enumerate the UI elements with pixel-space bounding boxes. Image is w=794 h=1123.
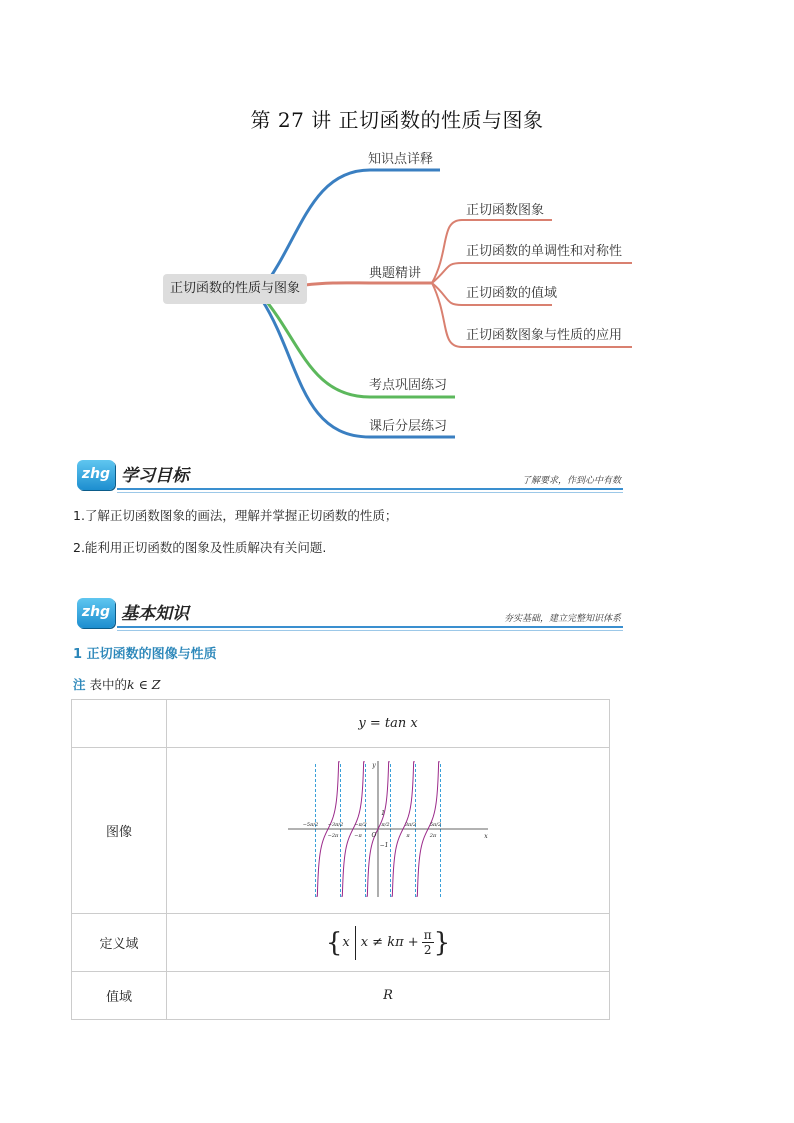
mindmap-branch-homework: 课后分层练习 xyxy=(369,419,448,434)
origin-label: O xyxy=(371,831,377,839)
mindmap-leaf: 正切函数图象与性质的应用 xyxy=(466,328,623,343)
note-text: 表中的 xyxy=(89,677,128,692)
row-label-domain: 定义域 xyxy=(72,914,167,972)
mindmap-branch-consolidate: 考点巩固练习 xyxy=(369,378,448,393)
goal-item: 1.了解正切函数图象的画法，理解并掌握正切函数的性质； xyxy=(73,508,398,523)
graph-cell xyxy=(167,748,610,914)
table-note xyxy=(73,675,160,693)
table-corner-cell xyxy=(72,700,167,748)
section-banner-basics xyxy=(73,596,623,632)
x-tick-label: 5π/2 xyxy=(429,821,442,828)
note-math: k ∈ Z xyxy=(127,677,161,692)
row-label-graph: 图像 xyxy=(72,748,167,914)
mindmap-leaf: 正切函数的单调性和对称性 xyxy=(466,244,623,259)
x-tick-label: −3π/2 xyxy=(327,821,344,828)
banner-title: 学习目标 xyxy=(121,466,189,486)
mindmap-root: 正切函数的性质与图象 xyxy=(163,274,307,304)
mindmap-leaf: 正切函数图象 xyxy=(466,203,545,218)
zhg-logo-icon: zhg xyxy=(77,460,115,490)
table-header-function: y = tan x xyxy=(167,700,610,748)
x-tick-label: −2π xyxy=(327,832,339,839)
banner-subtitle: 夯实基础，建立完整知识体系 xyxy=(503,614,621,624)
mindmap-leaf: 正切函数的值域 xyxy=(466,286,558,301)
goal-item: 2.能利用正切函数的图象及性质解决有关问题. xyxy=(73,540,327,555)
x-tick-label: π/2 xyxy=(381,821,390,828)
tan-graph xyxy=(283,759,493,899)
domain-value: { x x ≠ kπ + π 2 } xyxy=(167,914,610,972)
x-tick-label: 2π xyxy=(429,832,437,839)
section-banner-goals xyxy=(73,458,623,494)
zhg-logo-icon: zhg xyxy=(77,598,115,628)
range-value: R xyxy=(167,972,610,1020)
y-axis-label: y xyxy=(372,761,376,769)
x-tick-label: 3π/2 xyxy=(404,821,417,828)
x-tick-label: −5π/2 xyxy=(302,821,319,828)
x-tick-label: π xyxy=(406,832,410,839)
property-table xyxy=(71,699,610,1020)
banner-subtitle: 了解要求，作到心中有数 xyxy=(521,476,621,486)
y-tick-label: 1 xyxy=(381,809,385,817)
mindmap-branch-knowledge: 知识点详释 xyxy=(368,152,434,167)
section-heading: 1 正切函数的图像与性质 xyxy=(73,647,217,662)
banner-title: 基本知识 xyxy=(121,604,189,624)
row-label-range: 值域 xyxy=(72,972,167,1020)
mindmap-branch-examples: 典题精讲 xyxy=(369,266,422,281)
page-title: 第 27 讲 正切函数的性质与图象 xyxy=(250,108,544,132)
x-axis-label: x xyxy=(484,832,488,840)
x-tick-label: −π xyxy=(354,832,362,839)
y-tick-label: −1 xyxy=(379,841,389,849)
branch-line-examples xyxy=(305,283,432,285)
x-tick-label: −π/2 xyxy=(354,821,367,828)
note-prefix: 注 xyxy=(73,677,86,692)
